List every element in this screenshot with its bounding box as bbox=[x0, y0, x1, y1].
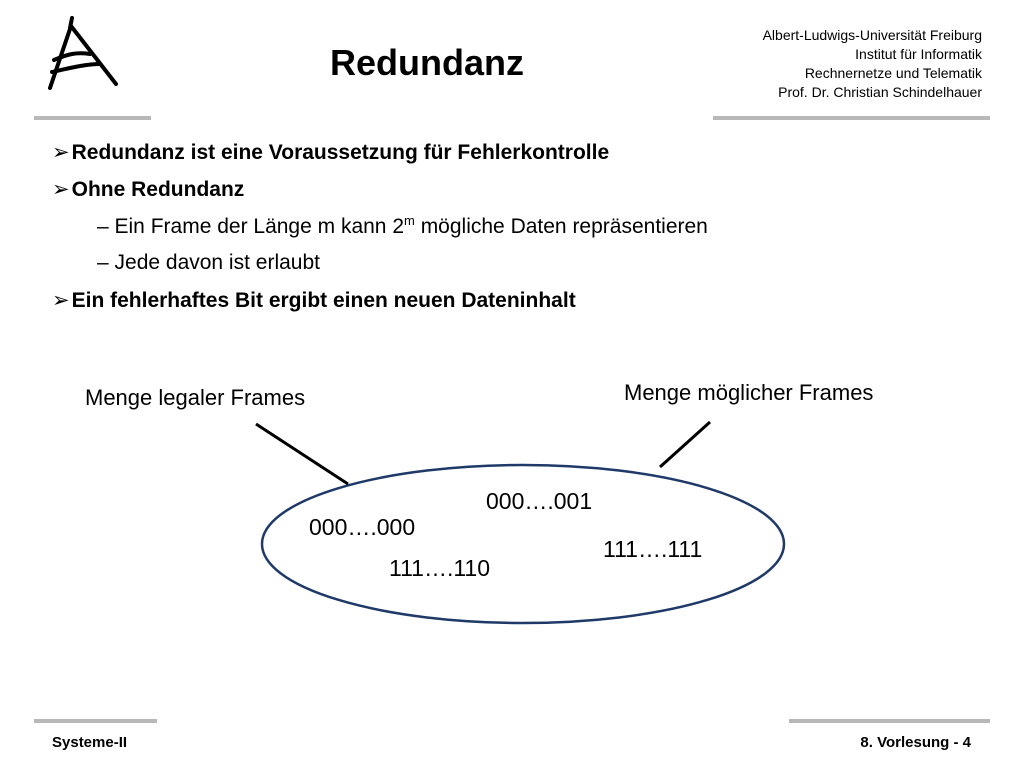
bullet-text: Ohne Redundanz bbox=[71, 178, 245, 201]
possible-frames-label: Menge möglicher Frames bbox=[624, 380, 874, 405]
footer-rule-right bbox=[789, 719, 990, 723]
footer-page-number: 8. Vorlesung - 4 bbox=[860, 734, 971, 751]
bullet-arrow-icon: ➢ bbox=[52, 289, 70, 312]
institution-line: Rechnernetze und Telematik bbox=[804, 65, 982, 81]
bullet-arrow-icon: ➢ bbox=[52, 141, 70, 164]
institution-line: Institut für Informatik bbox=[855, 46, 982, 62]
sub-bullet-text: mögliche Daten repräsentieren bbox=[414, 215, 708, 238]
sub-bullet-text: – Ein Frame der Länge m kann 2 bbox=[97, 215, 405, 238]
superscript-m: m bbox=[404, 213, 415, 228]
bullet-arrow-icon: ➢ bbox=[52, 178, 70, 201]
frame-value: 111….110 bbox=[389, 555, 491, 581]
frame-value: 000….000 bbox=[309, 514, 416, 540]
legal-frames-label: Menge legaler Frames bbox=[85, 385, 306, 410]
institution-line: Albert-Ludwigs-Universität Freiburg bbox=[762, 27, 982, 43]
sub-bullet-text: – Jede davon ist erlaubt bbox=[97, 251, 320, 274]
legal-frames-pointer bbox=[256, 424, 348, 484]
frame-value: 000….001 bbox=[486, 488, 593, 514]
footer-rule-left bbox=[34, 719, 157, 723]
bullet-text: Ein fehlerhaftes Bit ergibt einen neuen Dateninhalt bbox=[71, 289, 576, 312]
frame-value: 111….111 bbox=[603, 536, 703, 562]
possible-frames-pointer bbox=[660, 422, 710, 467]
institution-line: Prof. Dr. Christian Schindelhauer bbox=[778, 84, 982, 100]
footer-course: Systeme-II bbox=[52, 734, 128, 751]
bullet-text: Redundanz ist eine Voraussetzung für Fehlerkontrolle bbox=[71, 141, 610, 164]
page-title: Redundanz bbox=[330, 42, 524, 83]
